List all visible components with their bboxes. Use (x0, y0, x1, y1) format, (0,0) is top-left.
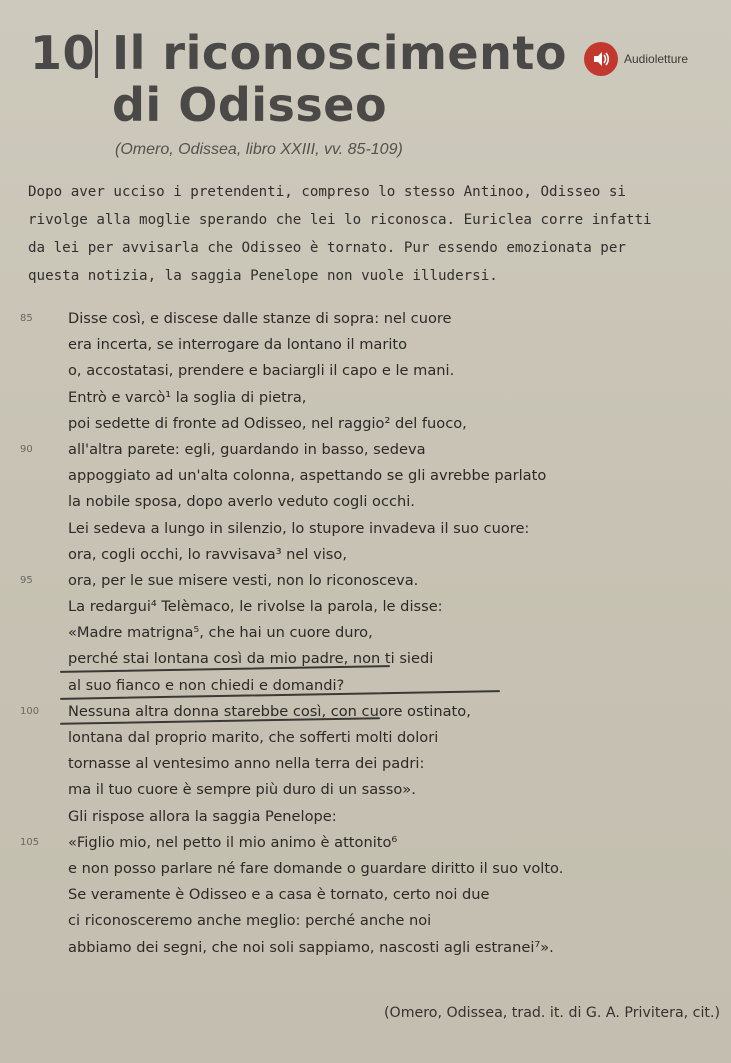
source-reference: (Omero, Odissea, libro XXIII, vv. 85-109) (115, 141, 403, 158)
verse-text: tornasse al ventesimo anno nella terra dei padri: (68, 755, 425, 773)
verse-number: 90 (20, 443, 33, 455)
verse-line (20, 908, 720, 934)
verse-text: lontana dal proprio marito, che sofferti molti dolori (68, 729, 439, 746)
verse-text: ci riconosceremo anche meglio: perché anche noi (68, 912, 432, 930)
verse-text: e non posso parlare né fare domande o guardare diritto il suo volto. (68, 859, 564, 877)
chapter-title-line-1: Il riconoscimento (112, 26, 567, 80)
verse-text: Entrò e varcò¹ la soglia di pietra, (68, 388, 307, 406)
verse-number: 105 (20, 836, 40, 848)
audio-label: Audioletture (624, 52, 689, 66)
verse-text: ora, per le sue misere vesti, non lo riconosceva. (68, 571, 419, 589)
verse-text: ma il tuo cuore è sempre più duro di un sasso». (68, 781, 416, 799)
verse-text: all'altra parete: egli, guardando in basso, sedeva (68, 440, 426, 458)
verse-line (20, 358, 720, 384)
verse-text: Gli rispose allora la saggia Penelope: (68, 807, 337, 825)
verse-text: La redargui⁴ Telèmaco, le rivolse la parola, le disse: (68, 598, 443, 616)
verse-line (20, 673, 720, 699)
verse-line (20, 804, 720, 830)
verse-line (20, 830, 720, 856)
verse-number: 95 (20, 574, 33, 586)
title-separator (95, 30, 98, 78)
verse-line (20, 516, 720, 542)
intro-line: Dopo aver ucciso i pretendenti, compreso lo stesso Antinoo, Odisseo si (28, 184, 626, 200)
intro-line: rivolge alla moglie sperando che lei lo riconosca. Euriclea corre infatti (28, 212, 652, 228)
verse-text: era incerta, se interrogare da lontano il marito (68, 336, 408, 354)
verse-line (20, 489, 720, 515)
speaker-icon (584, 42, 618, 76)
verse-line (20, 751, 720, 777)
poem-verses (20, 306, 720, 961)
verse-line (20, 306, 720, 332)
verse-text: abbiamo dei segni, che noi soli sappiamo, nascosti agli estranei⁷». (68, 938, 554, 956)
verse-number: 85 (20, 313, 33, 324)
verse-text: perché stai lontana così da mio padre, non ti siedi (68, 650, 434, 668)
verse-text: «Figlio mio, nel petto il mio animo è attonito⁶ (68, 833, 398, 851)
verse-text: appoggiato ad un'alta colonna, aspettando se gli avrebbe parlato (68, 467, 547, 485)
verse-text: ora, cogli occhi, lo ravvisava³ nel viso, (68, 545, 347, 563)
verse-line (20, 882, 720, 908)
verse-text: al suo fianco e non chiedi e domandi? (68, 676, 345, 694)
verse-text: o, accostatasi, prendere e baciargli il capo e le mani. (68, 362, 455, 380)
verse-text: Nessuna altra donna starebbe così, con cuore ostinato, (68, 702, 471, 720)
verse-line (20, 332, 720, 358)
verse-text: Disse così, e discese dalle stanze di sopra: nel cuore (68, 310, 452, 327)
intro-line: questa notizia, la saggia Penelope non vuole illudersi. (28, 268, 498, 284)
verse-line (20, 646, 720, 672)
verse-line (20, 542, 720, 568)
verse-line (20, 935, 720, 961)
verse-text: poi sedette di fronte ad Odisseo, nel raggio² del fuoco, (68, 414, 467, 432)
chapter-number: 10 (30, 26, 96, 80)
verse-line (20, 594, 720, 620)
intro-line: da lei per avvisarla che Odisseo è tornato. Pur essendo emozionata per (28, 240, 626, 256)
verse-text: «Madre matrigna⁵, che hai un cuore duro, (68, 624, 373, 642)
verse-line (20, 568, 720, 594)
verse-text: Se veramente è Odisseo e a casa è tornato, certo noi due (68, 886, 490, 904)
verse-line (20, 385, 720, 411)
verse-line (20, 777, 720, 803)
verse-line (20, 620, 720, 646)
verse-line (20, 856, 720, 882)
verse-line (20, 463, 720, 489)
verse-line (20, 411, 720, 437)
verse-number: 100 (20, 705, 40, 717)
intro-paragraph (28, 178, 718, 290)
verse-text: Lei sedeva a lungo in silenzio, lo stupore invadeva il suo cuore: (68, 519, 530, 537)
verse-text: la nobile sposa, dopo averlo veduto cogli occhi. (68, 493, 415, 511)
verse-line (20, 437, 720, 463)
translation-citation: (Omero, Odissea, trad. it. di G. A. Privitera, cit.) (384, 1005, 721, 1021)
chapter-title-line-2: di Odisseo (112, 78, 388, 132)
verse-line (20, 725, 720, 751)
audio-button[interactable] (584, 42, 688, 76)
